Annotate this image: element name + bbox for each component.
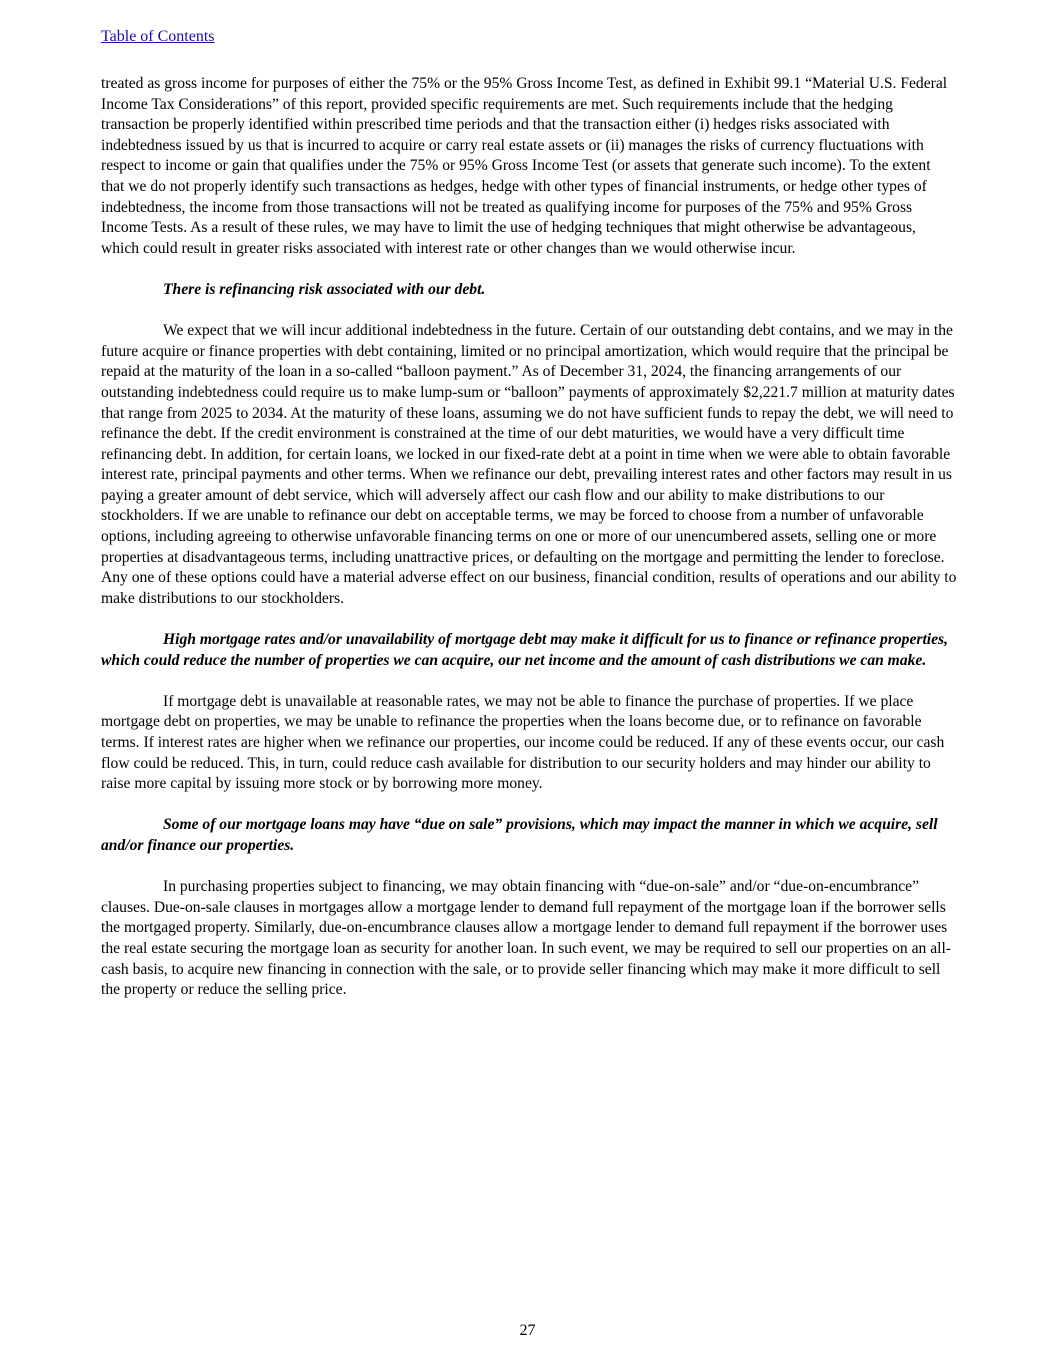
table-of-contents-link[interactable]: Table of Contents: [101, 28, 215, 45]
heading-refinancing-risk: There is refinancing risk associated with our debt.: [163, 280, 486, 298]
paragraph-refinancing-risk: We expect that we will incur additional indebtedness in the future. Certain of our outstanding debt contains, and we may in the future acquire or finance properties with debt containing, limited or no principal amortization, which would require that the principal be repaid at the maturity of the loan in a so-called “balloon payment.” As of December 31, 2024, the financing arrangements of our outstanding indebtedness could require us to make lump-sum or “balloon” payments of approximately $2,221.7 million at maturity dates that range from 2025 to 2034. At the maturity of these loans, assuming we do not have sufficient funds to repay the debt, we will need to refinance the debt. If the credit environment is constrained at the time of our debt maturities, we would have a very difficult time refinancing debt. In addition, for certain loans, we locked in our fixed-rate debt at a point in time when we were able to obtain favorable interest rate, principal payments and other terms. When we refinance our debt, prevailing interest rates and other factors may result in us paying a greater amount of debt service, which will adversely affect our cash flow and our ability to make distributions to our stockholders. If we are unable to refinance our debt on acceptable terms, we may be forced to choose from a number of unfavorable options, including agreeing to otherwise unfavorable financing terms on one or more of our unencumbered assets, selling one or more properties at disadvantageous terms, including unattractive prices, or defaulting on the mortgage and permitting the lender to foreclose. Any one of these options could have a material adverse effect on our business, financial condition, results of operations and our ability to make distributions to our stockholders.: [101, 322, 957, 607]
heading-high-mortgage-rates: High mortgage rates and/or unavailability of mortgage debt may make it difficult for us to finance or refinance properties, which could reduce the number of properties we can acquire, our net income and the amount of cash distributions we can make.: [101, 631, 949, 669]
paragraph-high-mortgage-rates: If mortgage debt is unavailable at reasonable rates, we may not be able to finance the purchase of properties. If we place mortgage debt on properties, we may be unable to refinance the properties when the loans become due, or to refinance on favorable terms. If interest rates are higher when we refinance our properties, our income could be reduced. If any of these events occur, our cash flow could be reduced. This, in turn, could reduce cash available for distribution to our security holders and may hinder our ability to raise more capital by issuing more stock or by borrowing more money.: [101, 692, 945, 793]
document-body: [101, 74, 957, 1021]
paragraph-hedging-continued: treated as gross income for purposes of either the 75% or the 95% Gross Income Test, as defined in Exhibit 99.1 “Material U.S. Federal Income Tax Considerations” of this report, provided specific requirements are met. Such requirements include that the hedging transaction be properly identified within prescribed time periods and that the transaction either (i) hedges risks associated with indebtedness issued by us that is incurred to acquire or carry real estate assets or (ii) manages the risks of currency fluctuations with respect to income or gain that qualifies under the 75% or 95% Gross Income Test (or assets that generate such income). To the extent that we do not properly identify such transactions as hedges, hedge with other types of financial instruments, or hedge other types of indebtedness, the income from those transactions will not be treated as qualifying income for purposes of the 75% and 95% Gross Income Tests. As a result of these rules, we may have to limit the use of hedging techniques that might otherwise be advantageous, which could result in greater risks associated with interest rate or other changes than we would otherwise incur.: [101, 75, 948, 257]
page-number: 27: [519, 1322, 536, 1339]
heading-due-on-sale: Some of our mortgage loans may have “due on sale” provisions, which may impact the manner in which we acquire, sell and/or finance our properties.: [101, 816, 938, 854]
paragraph-due-on-sale: In purchasing properties subject to financing, we may obtain financing with “due-on-sale” and/or “due-on-encumbrance” clauses. Due-on-sale clauses in mortgages allow a mortgage lender to demand full repayment of the mortgage loan if the borrower sells the mortgaged property. Similarly, due-on-encumbrance clauses allow a mortgage lender to demand full repayment if the borrower uses the real estate securing the mortgage loan as security for another loan. In such event, we may be required to sell our properties on an all-cash basis, to acquire new financing in connection with the sale, or to provide seller financing which may make it more difficult to sell the property or reduce the selling price.: [101, 878, 951, 999]
